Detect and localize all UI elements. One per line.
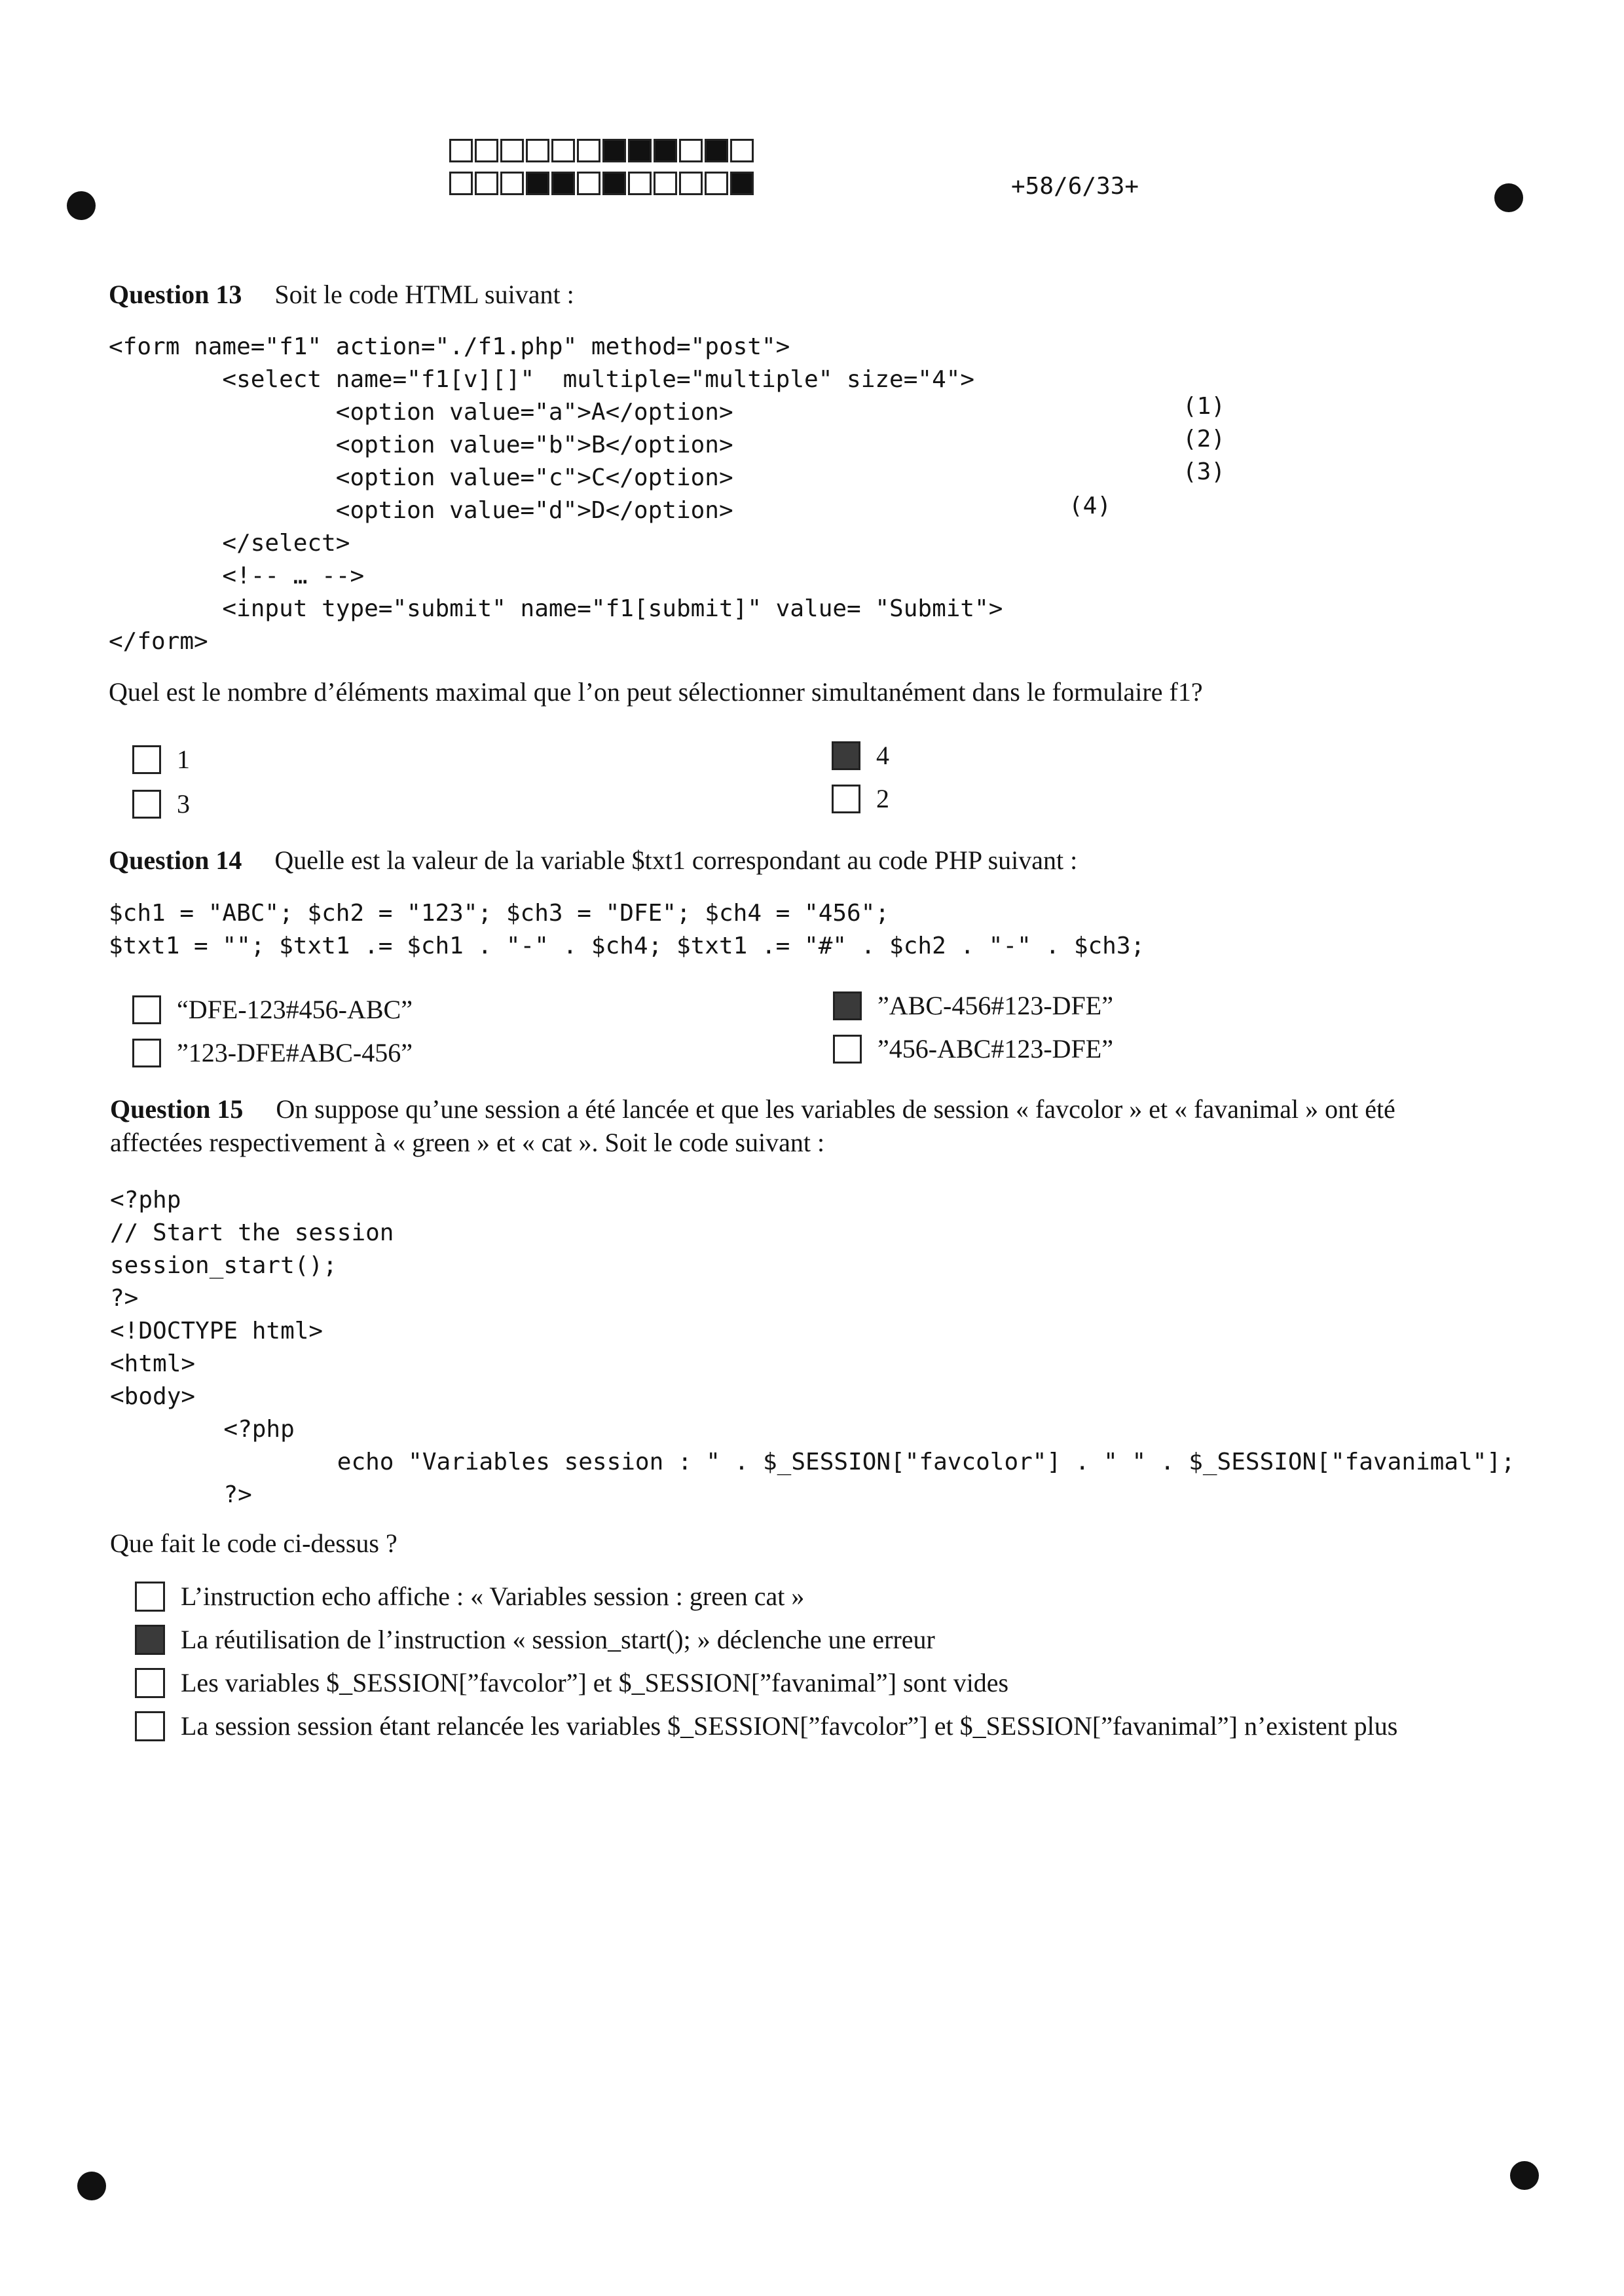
code-note-4: (4) xyxy=(1069,492,1112,519)
checkbox-checked[interactable] xyxy=(832,741,860,770)
option-label: 4 xyxy=(876,741,889,770)
code-line: <option value="c">C</option> xyxy=(109,464,733,491)
checkbox-checked[interactable] xyxy=(135,1625,165,1655)
barcode-cell xyxy=(628,139,652,162)
code-line: <input type="submit" name="f1[submit]" value= "Submit"> xyxy=(109,595,1003,622)
barcode-cell xyxy=(705,172,728,195)
question-13-intro: Soit le code HTML suivant : xyxy=(274,280,574,309)
code-line: </form> xyxy=(109,628,208,655)
q15-option-c[interactable] xyxy=(135,1667,1008,1698)
q14-option-c[interactable] xyxy=(833,990,1113,1021)
option-label: 1 xyxy=(177,745,190,774)
question-15-title xyxy=(110,1094,1395,1124)
barcode-cell xyxy=(500,172,524,195)
code-line: ?> xyxy=(110,1285,139,1312)
checkbox[interactable] xyxy=(132,1039,161,1067)
code-note-1: (1) xyxy=(1183,393,1226,420)
code-line: <!DOCTYPE html> xyxy=(110,1318,323,1344)
code-line: <option value="b">B</option> xyxy=(109,432,733,458)
question-15-intro-line-2: affectées respectivement à « green » et « cat ». Soit le code suivant : xyxy=(110,1128,825,1157)
code-line: <select name="f1[v][]" multiple="multiple" size="4"> xyxy=(109,366,975,393)
q14-option-d[interactable] xyxy=(833,1033,1113,1064)
question-15-code xyxy=(110,1184,1515,1511)
barcode-cell xyxy=(449,139,473,162)
q15-option-d[interactable] xyxy=(135,1711,1397,1741)
checkbox[interactable] xyxy=(132,995,161,1024)
barcode-row-2 xyxy=(449,172,756,195)
option-label: La réutilisation de l’instruction « session_start(); » déclenche une erreur xyxy=(181,1625,935,1654)
barcode-cell xyxy=(475,172,498,195)
code-line: <option value="d">D</option> xyxy=(109,497,733,524)
barcode-cell xyxy=(551,172,575,195)
q13-option-2[interactable] xyxy=(832,783,889,814)
barcode-cell xyxy=(577,139,600,162)
option-label: 3 xyxy=(177,789,190,819)
barcode-cell xyxy=(730,139,754,162)
checkbox[interactable] xyxy=(833,1035,862,1064)
q13-option-3[interactable] xyxy=(132,788,190,819)
code-line: $ch1 = "ABC"; $ch2 = "123"; $ch3 = "DFE"; $ch4 = "456"; xyxy=(109,900,890,927)
checkbox[interactable] xyxy=(135,1711,165,1741)
barcode-cell xyxy=(602,172,626,195)
code-line: <html> xyxy=(110,1350,196,1377)
barcode-cell xyxy=(526,139,549,162)
barcode-cell xyxy=(577,172,600,195)
code-note-2: (2) xyxy=(1183,426,1226,453)
code-line: ?> xyxy=(110,1481,252,1508)
option-label: L’instruction echo affiche : « Variables session : green cat » xyxy=(181,1582,805,1611)
q15-option-b[interactable] xyxy=(135,1624,935,1655)
option-label: ”ABC-456#123-DFE” xyxy=(877,991,1113,1020)
code-line: <!-- … --> xyxy=(109,563,365,589)
question-15-label: Question 15 xyxy=(110,1094,244,1124)
registration-mark-bottom-left xyxy=(77,2172,106,2200)
question-14-label: Question 14 xyxy=(109,845,242,875)
code-line: $txt1 = ""; $txt1 .= $ch1 . "-" . $ch4; $txt1 .= "#" . $ch2 . "-" . $ch3; xyxy=(109,933,1145,959)
question-13-question: Quel est le nombre d’éléments maximal que l’on peut sélectionner simultanément dans le formulaire f1? xyxy=(109,677,1203,707)
q14-option-b[interactable] xyxy=(132,1037,413,1068)
registration-mark-top-right xyxy=(1494,183,1523,212)
code-line: <body> xyxy=(110,1383,196,1410)
q15-option-a[interactable] xyxy=(135,1581,804,1612)
question-14-intro: Quelle est la valeur de la variable $txt1 correspondant au code PHP suivant : xyxy=(274,845,1078,875)
option-label: ”123-DFE#ABC-456” xyxy=(177,1038,413,1067)
question-13-code xyxy=(109,331,1003,658)
option-label: La session session étant relancée les variables $_SESSION[”favcolor”] et $_SESSION[”favanimal”] n’existent plus xyxy=(181,1711,1398,1741)
barcode-cell xyxy=(449,172,473,195)
q13-option-4[interactable] xyxy=(832,740,889,771)
option-label: Les variables $_SESSION[”favcolor”] et $_SESSION[”favanimal”] sont vides xyxy=(181,1668,1009,1697)
option-label: “DFE-123#456-ABC” xyxy=(177,995,413,1024)
code-note-3: (3) xyxy=(1183,458,1226,485)
page-id: +58/6/33+ xyxy=(1011,173,1139,200)
code-line: session_start(); xyxy=(110,1252,337,1279)
barcode-row-1 xyxy=(449,139,756,162)
checkbox[interactable] xyxy=(132,790,161,819)
question-13-title xyxy=(109,279,574,310)
barcode-cell xyxy=(551,139,575,162)
option-label: ”456-ABC#123-DFE” xyxy=(877,1034,1113,1064)
barcode-cell xyxy=(654,172,677,195)
question-14-code xyxy=(109,897,1145,963)
q13-option-1[interactable] xyxy=(132,744,190,775)
code-line: <form name="f1" action="./f1.php" method="post"> xyxy=(109,333,790,360)
barcode-cell xyxy=(730,172,754,195)
question-13-label: Question 13 xyxy=(109,280,242,309)
registration-mark-bottom-right xyxy=(1510,2161,1539,2190)
option-label: 2 xyxy=(876,784,889,813)
barcode-cell xyxy=(705,139,728,162)
registration-mark-top-left xyxy=(67,191,96,220)
barcode-cell xyxy=(679,172,703,195)
checkbox[interactable] xyxy=(135,1582,165,1612)
checkbox[interactable] xyxy=(135,1668,165,1698)
checkbox[interactable] xyxy=(832,785,860,813)
code-line: echo "Variables session : " . $_SESSION["favcolor"] . " " . $_SESSION["favanimal"]; xyxy=(110,1449,1515,1475)
checkbox[interactable] xyxy=(132,745,161,774)
q14-option-a[interactable] xyxy=(132,994,413,1025)
barcode-cell xyxy=(526,172,549,195)
barcode-cell xyxy=(475,139,498,162)
question-15-intro-line-1: On suppose qu’une session a été lancée et que les variables de session « favcolor » et « favanimal » ont été xyxy=(276,1094,1395,1124)
code-line: <?php xyxy=(110,1416,295,1443)
barcode-cell xyxy=(679,139,703,162)
barcode-cell xyxy=(654,139,677,162)
code-line: <option value="a">A</option> xyxy=(109,399,733,426)
question-15-question: Que fait le code ci-dessus ? xyxy=(110,1528,397,1558)
barcode-cell xyxy=(602,139,626,162)
code-line: // Start the session xyxy=(110,1219,394,1246)
code-line: <?php xyxy=(110,1187,181,1213)
question-14-title xyxy=(109,845,1077,876)
checkbox-checked[interactable] xyxy=(833,991,862,1020)
barcode-cell xyxy=(628,172,652,195)
barcode-cell xyxy=(500,139,524,162)
code-line: </select> xyxy=(109,530,350,557)
